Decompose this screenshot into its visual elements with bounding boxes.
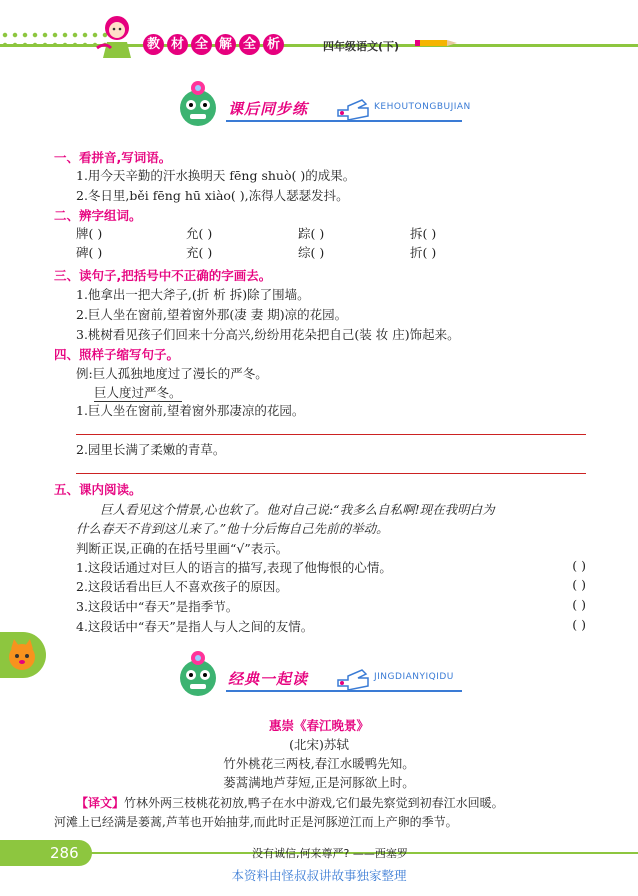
judgment-text: 2.这段话看出巨人不喜欢孩子的原因。 xyxy=(76,579,288,594)
footer-credit: 本资料由怪叔叔讲故事独家整理 xyxy=(231,868,407,883)
banner-subtitle: JINGDIANYIQIDU xyxy=(374,672,454,682)
translation-line xyxy=(76,794,504,811)
section-banner-classics xyxy=(176,662,462,698)
char-pair-item: 踪( ) xyxy=(298,226,325,241)
exercise-line: 1.用今天辛勤的汗水换明天 fēng shuò( )的成果。 xyxy=(76,168,356,183)
section-title: 二、辨字组词。 xyxy=(54,208,142,223)
side-mascot-badge xyxy=(0,632,46,678)
exercise-line: 1.巨人坐在窗前,望着窗外那凄凉的花园。 xyxy=(76,403,305,418)
banner-underline xyxy=(226,120,462,122)
section-title: 四、照样子缩写句子。 xyxy=(54,347,180,362)
char-pair-item: 折( ) xyxy=(410,245,437,260)
poem-line: 竹外桃花三两枝,春江水暖鸭先知。 xyxy=(223,756,415,771)
judgment-text: 3.这段话中“春天”是指季节。 xyxy=(76,599,239,614)
answer-paren[interactable]: ( ) xyxy=(572,597,586,612)
judgment-list xyxy=(76,558,586,638)
header-title-char: 全 xyxy=(191,34,212,55)
poem-line: 蒌蒿满地芦芽短,正是河豚欲上时。 xyxy=(223,775,415,790)
page-number: 286 xyxy=(0,840,92,866)
section-title: 五、课内阅读。 xyxy=(54,482,142,497)
answer-line[interactable] xyxy=(76,473,586,474)
monster-mascot-icon xyxy=(176,650,220,698)
exercise-line: 3.桃树看见孩子们回来十分高兴,纷纷用花朵把自己(装 妆 庄)饰起来。 xyxy=(76,327,460,342)
answer-paren[interactable]: ( ) xyxy=(572,558,586,573)
char-pair-item: 碑( ) xyxy=(76,245,103,260)
header-title xyxy=(143,34,287,55)
judgment-item xyxy=(76,558,586,576)
header-title-char: 解 xyxy=(215,34,236,55)
hand-pointer-icon xyxy=(336,662,372,700)
header-title-char: 析 xyxy=(263,34,284,55)
judgment-item xyxy=(76,577,586,595)
banner-title: 课后同步练 xyxy=(228,100,309,118)
grade-label: 四年级语文(下) xyxy=(323,40,400,53)
pencil-icon xyxy=(415,37,457,53)
hand-pointer-icon xyxy=(336,92,372,130)
header-title-char: 教 xyxy=(143,34,164,55)
section-title: 一、看拼音,写词语。 xyxy=(54,150,172,165)
section-banner-practice xyxy=(176,92,471,128)
poem-author: (北宋)苏轼 xyxy=(289,737,349,752)
char-pair-item: 拆( ) xyxy=(410,226,437,241)
banner-title: 经典一起读 xyxy=(228,670,309,688)
footer-quote: 没有诚信,何来尊严? ——西塞罗 xyxy=(252,847,408,860)
monster-mascot-icon xyxy=(176,80,220,128)
header-title-char: 材 xyxy=(167,34,188,55)
translation-text: 竹林外两三枝桃花初放,鸭子在水中游戏,它们最先察觉到初春江水回暖。 xyxy=(124,796,504,810)
exercise-line: 2.园里长满了柔嫩的青草。 xyxy=(76,442,226,457)
char-pair-item: 牌( ) xyxy=(76,226,103,241)
char-pair-item: 综( ) xyxy=(298,245,325,260)
answer-paren[interactable]: ( ) xyxy=(572,577,586,592)
answer-line[interactable] xyxy=(76,434,586,435)
poem-title: 惠崇《春江晚景》 xyxy=(268,718,369,733)
judgment-text: 1.这段话通过对巨人的语言的描写,表现了他悔恨的心情。 xyxy=(76,560,392,575)
example-answer-text: 巨人度过严冬。 xyxy=(94,385,182,400)
answer-paren[interactable]: ( ) xyxy=(572,617,586,632)
judgment-item xyxy=(76,597,586,615)
passage-line: 什么春天不肯到这儿来了。”他十分后悔自己先前的举动。 xyxy=(76,521,389,536)
translation-line: 河滩上已经满是蒌蒿,芦苇也开始抽芽,而此时正是河豚逆江而上产卵的季节。 xyxy=(54,815,458,829)
example-answer xyxy=(94,383,182,402)
header-title-char: 全 xyxy=(239,34,260,55)
exercise-line: 2.巨人坐在窗前,望着窗外那(凄 妻 期)凉的花园。 xyxy=(76,307,348,322)
header-mascot xyxy=(95,12,139,60)
exercise-line: 1.他拿出一把大斧子,(折 析 拆)除了围墙。 xyxy=(76,287,310,302)
cat-mascot-icon xyxy=(2,635,42,675)
char-pair-item: 允( ) xyxy=(186,226,213,241)
passage-line: 巨人看见这个情景,心也软了。他对自己说:“我多么自私啊!现在我明白为 xyxy=(100,502,495,517)
section-title: 三、读句子,把括号中不正确的字画去。 xyxy=(54,268,272,283)
translation-tag: 【译文】 xyxy=(76,796,125,810)
char-pair-item: 充( ) xyxy=(186,245,213,260)
example-sentence: 例:巨人孤独地度过了漫长的严冬。 xyxy=(76,366,268,381)
banner-underline xyxy=(226,690,462,692)
banner-subtitle: KEHOUTONGBUJIAN xyxy=(374,102,471,112)
exercise-line: 2.冬日里,běi fēng hū xiào( ),冻得人瑟瑟发抖。 xyxy=(76,188,349,203)
judgment-text: 4.这段话中“春天”是指人与人之间的友情。 xyxy=(76,619,314,634)
instruction: 判断正误,正确的在括号里画“√”表示。 xyxy=(76,541,289,556)
judgment-item xyxy=(76,617,586,635)
